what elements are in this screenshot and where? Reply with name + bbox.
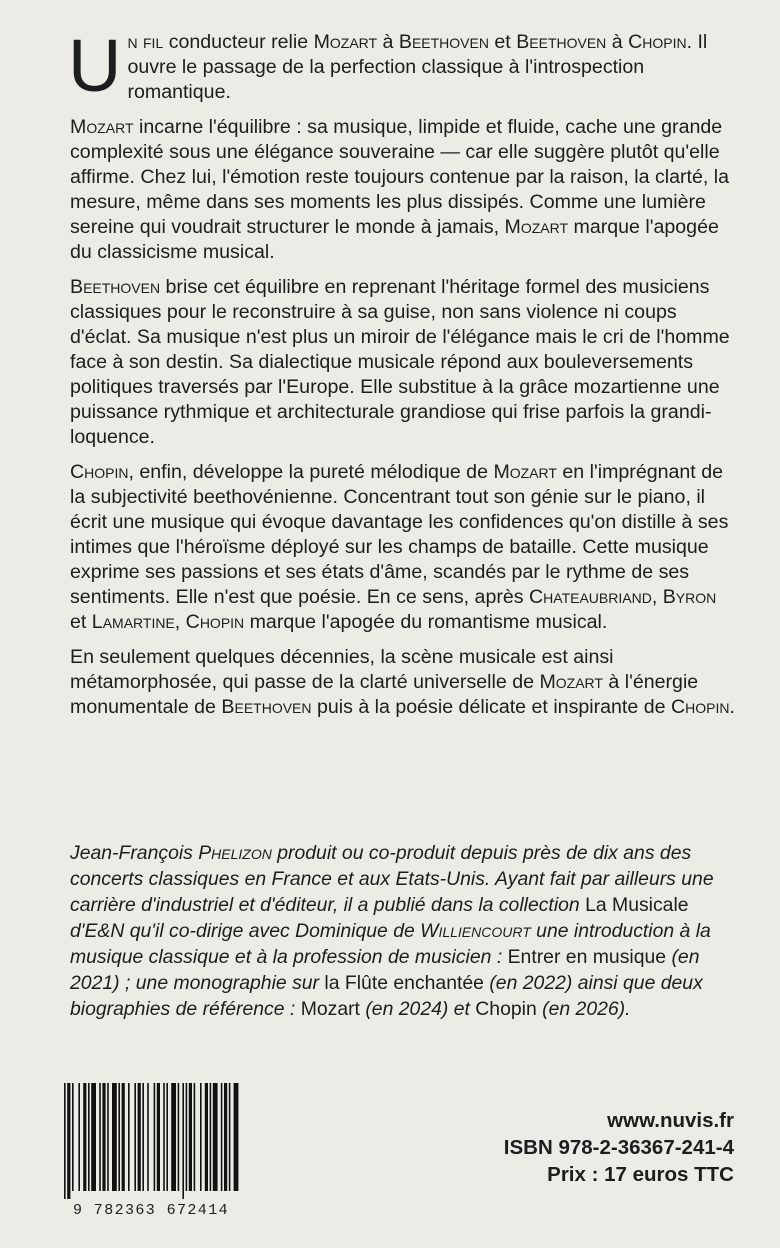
name-run: Mozart bbox=[70, 116, 134, 138]
title-run: Entrer en musique bbox=[507, 946, 667, 968]
barcode-bar bbox=[88, 1083, 90, 1191]
text-run: (en 2026). bbox=[536, 998, 631, 1020]
text-run: (en 2022) ainsi que deux biographies de référence : bbox=[70, 972, 703, 1020]
barcode-bar bbox=[128, 1083, 130, 1191]
text-run: brise cet équilibre en reprenant l'héritage formel des musiciens classiques pour le reconstruire à sa guise, non sans violence ni coups d'éclat. Sa musique n'est plus un miroir de l'élégance mais le cri de l'homme face à son destin. Sa dialectique musicale répond aux bouleversements politiques traversés par l'Europe. Elle substitue à la grâce mozartienne une puissance rythmique et architecturale grandiose qui frise parfois la grandiloquence. bbox=[70, 276, 730, 448]
barcode-bar bbox=[234, 1083, 239, 1191]
name-run: Byron bbox=[662, 586, 717, 608]
text-run: à l'énergie monumentale de bbox=[70, 671, 699, 718]
name-run: Mozart bbox=[539, 671, 603, 693]
barcode-bar bbox=[189, 1083, 192, 1191]
barcode-bar bbox=[186, 1083, 188, 1191]
name-run: Beethoven bbox=[516, 31, 607, 53]
text-run: , bbox=[174, 611, 186, 633]
title-run: la Flûte enchantée bbox=[324, 972, 484, 994]
title-run: Chopin bbox=[475, 998, 537, 1020]
barcode-bars bbox=[62, 1083, 240, 1199]
text-run: produit ou co-produit depuis près de dix ans des concerts classiques en France et aux Etats-Unis. Ayant fait par ailleurs une carrière d'industriel et d'éditeur, il a publié dans la collection bbox=[70, 842, 714, 916]
barcode-bar bbox=[205, 1083, 208, 1191]
text-run: Jean-François bbox=[70, 842, 199, 864]
text-run: . bbox=[729, 696, 735, 718]
drop-cap: U bbox=[68, 24, 122, 107]
barcode-bar bbox=[163, 1083, 165, 1191]
barcode-bar bbox=[182, 1083, 184, 1199]
name-run: Mozart bbox=[493, 461, 557, 483]
barcode-bar bbox=[178, 1083, 180, 1191]
name-run: Chopin bbox=[628, 31, 687, 53]
barcode-bar bbox=[138, 1083, 141, 1191]
name-run: n fil bbox=[127, 31, 164, 53]
barcode-bar bbox=[213, 1083, 218, 1191]
name-run: Williencourt bbox=[420, 920, 531, 942]
body-paragraphs bbox=[70, 115, 738, 720]
barcode-bar bbox=[72, 1083, 74, 1191]
barcode-bar bbox=[118, 1083, 120, 1191]
name-run: Beethoven bbox=[70, 276, 161, 298]
author-bio bbox=[70, 840, 742, 1022]
text-run: en l'imprégnant de la subjectivité beethovénienne. Concentrant tout son génie sur le piano, il écrit une musique qui évoque davantage les confidences qu'on distille à ses intimes que l'héroïsme déployé sur les champs de bataille. Cette musique exprime ses passions et ses états d'âme, scandés par le rythme de ses sentiments. Elle n'est que poésie. En ce sens, après bbox=[70, 461, 729, 608]
name-run: Phelizon bbox=[198, 842, 272, 864]
text-run: En seulement quelques décennies, la scène musicale est ainsi métamorphosée, qui passe de la clarté universelle de bbox=[70, 646, 614, 693]
intro-text bbox=[127, 31, 707, 103]
barcode-bar bbox=[134, 1083, 136, 1191]
barcode-bar bbox=[157, 1083, 160, 1191]
text-run: , bbox=[651, 586, 663, 608]
barcode-bar bbox=[102, 1083, 105, 1191]
price-label: Prix : 17 euros TTC bbox=[547, 1163, 734, 1186]
text-run: , enfin, développe la pureté mélodique de bbox=[128, 461, 494, 483]
body-paragraph bbox=[70, 275, 738, 450]
name-run: Beethoven bbox=[398, 31, 489, 53]
text-run: (en 2021) ; une monographie sur bbox=[70, 946, 700, 994]
text-run: et bbox=[488, 31, 517, 53]
text-run: (en 2024) et bbox=[359, 998, 476, 1020]
name-run: Lamartine bbox=[91, 611, 175, 633]
barcode-bar bbox=[210, 1083, 212, 1191]
text-run: à bbox=[606, 31, 629, 53]
text-run: conducteur relie bbox=[163, 31, 314, 53]
barcode-bar bbox=[194, 1083, 196, 1191]
barcode-bar bbox=[200, 1083, 202, 1191]
body-paragraph bbox=[70, 645, 738, 720]
barcode-number: 9 782363 672414 bbox=[72, 1202, 230, 1219]
text-run: et bbox=[70, 611, 92, 633]
name-run: Chopin bbox=[70, 461, 129, 483]
text-run: puis à la poésie délicate et inspirante de bbox=[311, 696, 671, 718]
barcode-bar bbox=[154, 1083, 156, 1191]
text-run: . Il ouvre le passage de la perfection classique à l'introspection romantique. bbox=[127, 31, 708, 103]
back-cover-text bbox=[68, 24, 738, 730]
barcode-bar bbox=[67, 1083, 70, 1199]
text-run: marque l'apogée du romantisme musical. bbox=[244, 611, 608, 633]
text-run: d'E&N qu'il co-dirige avec Dominique de bbox=[70, 920, 421, 942]
barcode-bar bbox=[78, 1083, 80, 1191]
title-run: La Musicale bbox=[585, 894, 689, 916]
text-run: à bbox=[377, 31, 399, 53]
intro-paragraph bbox=[68, 24, 738, 107]
name-run: Mozart bbox=[313, 31, 378, 53]
barcode-bar bbox=[112, 1083, 117, 1191]
body-paragraph bbox=[70, 460, 738, 635]
barcode-bar bbox=[99, 1083, 101, 1191]
text-run: marque l'apogée du classicisme musical. bbox=[70, 216, 719, 263]
publisher-website[interactable]: www.nuvis.fr bbox=[607, 1109, 734, 1132]
barcode bbox=[62, 1083, 240, 1219]
barcode-bar bbox=[91, 1083, 96, 1191]
name-run: Chopin bbox=[185, 611, 245, 633]
barcode-bar bbox=[221, 1083, 223, 1191]
barcode-bar bbox=[171, 1083, 176, 1191]
barcode-bar bbox=[147, 1083, 149, 1191]
name-run: Mozart bbox=[504, 216, 569, 238]
barcode-bar bbox=[64, 1083, 66, 1199]
barcode-bar bbox=[107, 1083, 109, 1191]
barcode-bar bbox=[122, 1083, 125, 1191]
title-run: Mozart bbox=[300, 998, 360, 1020]
barcode-bar bbox=[224, 1083, 227, 1191]
text-run: incarne l'équilibre : sa musique, limpide et fluide, cache une grande complexité sous une élégance souveraine — car elle suggère plutôt qu'elle affirme. Chez lui, l'émotion reste toujours contenue par la raison, la clarté, la mesure, même dans ses moments les plus dissipés. Comme une lumière sereine qui voudrait structurer le monde à jamais, bbox=[70, 116, 730, 238]
name-run: Beethoven bbox=[221, 696, 312, 718]
text-run: une introduction à la musique classique et à la profession de musicien : bbox=[70, 920, 711, 968]
barcode-bar bbox=[166, 1083, 168, 1191]
name-run: Chopin bbox=[670, 696, 730, 718]
barcode-bar bbox=[142, 1083, 144, 1191]
barcode-bar bbox=[83, 1083, 86, 1191]
barcode-bar bbox=[229, 1083, 231, 1191]
publisher-info bbox=[504, 1107, 734, 1188]
body-paragraph bbox=[70, 115, 738, 265]
name-run: Chateaubriand bbox=[529, 586, 652, 608]
isbn-label: ISBN 978-2-36367-241-4 bbox=[503, 1136, 734, 1159]
